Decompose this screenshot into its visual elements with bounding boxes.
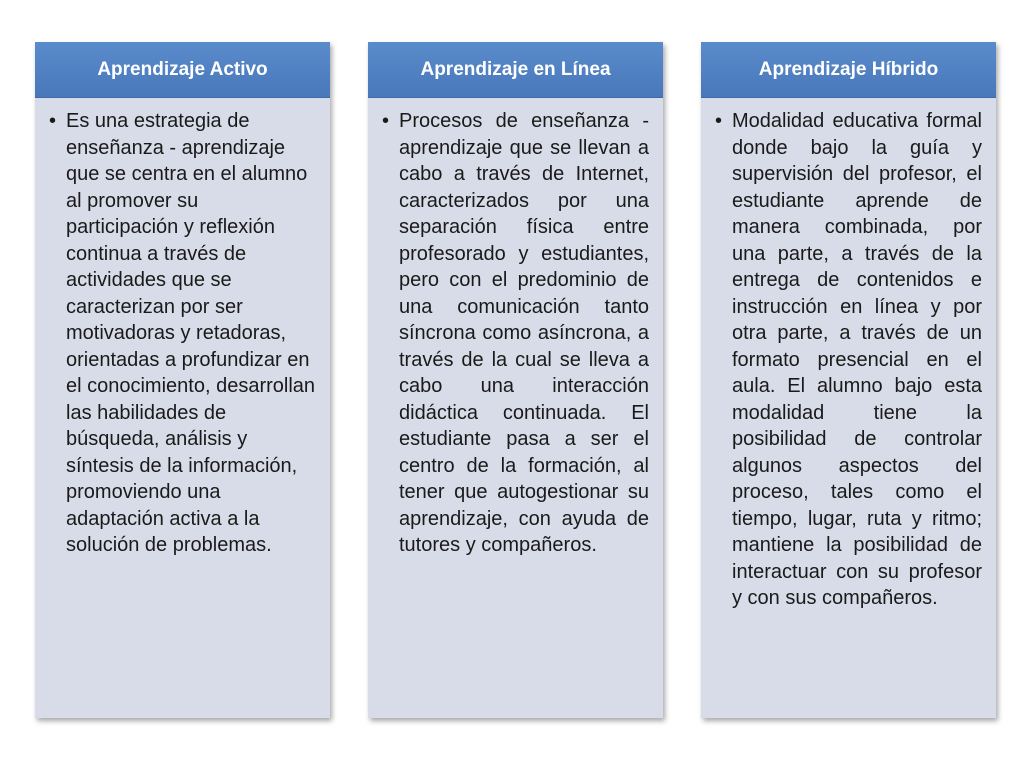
column-aprendizaje-hibrido <box>701 42 996 718</box>
bullet-dot-icon: • <box>382 110 390 132</box>
description-text: Procesos de enseñanza - aprendizaje que se llevan a cabo a través de Internet, caracterizados por una separación física entre profesorado y estudiantes, pero con el predominio de una comunicación tanto síncrona como asíncrona, a través de la cual se lleva a cabo una interacción didáctica continuada. El estudiante pasa a ser el centro de la formación, al tener que autogestionar su aprendizaje, con ayuda de tutores y compañeros. <box>399 110 649 556</box>
list-item <box>715 108 982 612</box>
description-text: Es una estrategia de enseñanza - aprendizaje que se centra en el alumno al promover su participación y reflexión continua a través de actividades que se caracterizan por ser motivadoras y retadoras, orientadas a profundizar en el conocimiento, desarrollan las habilidades de búsqueda, análisis y síntesis de la información, promoviendo una adaptación activa a la solución de problemas. <box>66 110 316 556</box>
column-header: Aprendizaje Activo <box>35 42 330 98</box>
bullet-dot-icon: • <box>49 110 57 132</box>
column-body <box>701 98 996 718</box>
bullet-dot-icon: • <box>715 110 723 132</box>
list-item <box>382 108 649 559</box>
column-body <box>368 98 663 718</box>
column-header: Aprendizaje Híbrido <box>701 42 996 98</box>
list-item <box>49 108 316 559</box>
description-text: Modalidad educativa formal donde bajo la guía y supervisión del profesor, el estudiante aprende de manera combinada, por una parte, a través de la entrega de contenidos e instrucción en línea y por otra parte, a través de un formato presencial en el aula. El alumno bajo esta modalidad tiene la posibilidad de controlar algunos aspectos del proceso, tales como el tiempo, lugar, ruta y ritmo; mantiene la posibilidad de interactuar con su profesor y con sus compañeros. <box>732 110 982 609</box>
column-header: Aprendizaje en Línea <box>368 42 663 98</box>
column-aprendizaje-en-linea <box>368 42 663 718</box>
column-aprendizaje-activo <box>35 42 330 718</box>
column-body <box>35 98 330 718</box>
